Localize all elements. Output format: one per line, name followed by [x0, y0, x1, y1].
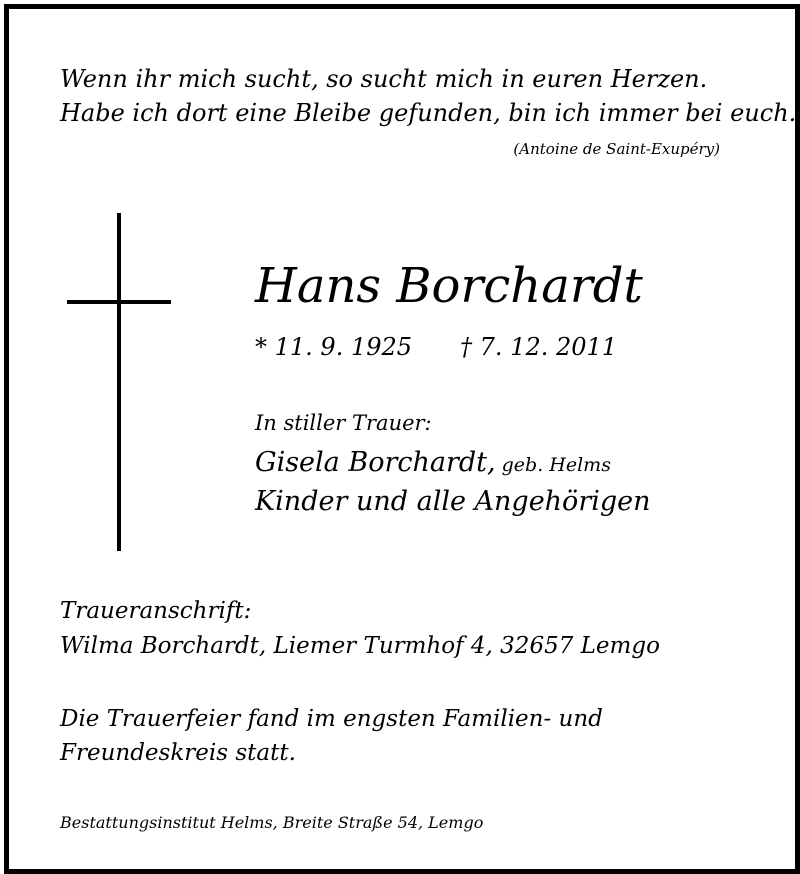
address-value: Wilma Borchardt, Liemer Turmhof 4, 32657 Lemgo: [60, 633, 660, 659]
cross-vertical-bar: [117, 213, 121, 551]
address-label: Traueranschrift:: [60, 598, 252, 624]
spouse-name: Gisela Borchardt,: [255, 447, 496, 478]
deceased-name: Hans Borchardt: [255, 258, 643, 314]
spouse-birth-name: geb. Helms: [495, 454, 611, 476]
quote-author: (Antoine de Saint-Exupéry): [513, 140, 720, 158]
funeral-home: Bestattungsinstitut Helms, Breite Straße 54, Lemgo: [60, 813, 484, 832]
ceremony-line-1: Die Trauerfeier fand im engsten Familien- und: [60, 706, 603, 732]
family-line: Kinder und alle Angehörigen: [255, 486, 651, 517]
birth-date: * 11. 9. 1925: [255, 333, 413, 361]
ceremony-line-2: Freundeskreis statt.: [60, 740, 296, 766]
quote-line-2: Habe ich dort eine Bleibe gefunden, bin ich immer bei euch.: [60, 99, 797, 127]
death-date: † 7. 12. 2011: [460, 333, 618, 361]
quote-line-1: Wenn ihr mich sucht, so sucht mich in euren Herzen.: [60, 65, 708, 93]
cross-horizontal-bar: [67, 300, 171, 304]
spouse-line: [255, 449, 611, 476]
life-dates: [255, 335, 617, 359]
mourning-intro: In stiller Trauer:: [255, 411, 432, 435]
